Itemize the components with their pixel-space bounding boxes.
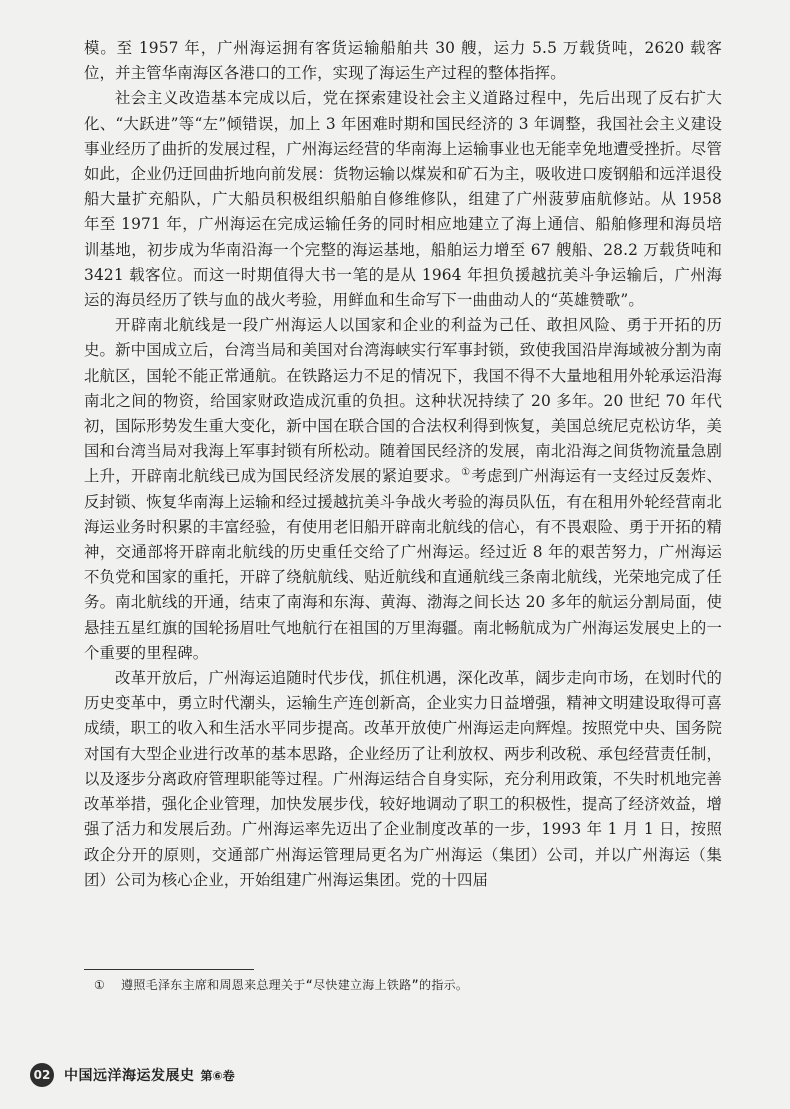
footnote-divider <box>84 969 254 970</box>
paragraph-3-part-a: 开辟南北航线是一段广州海运人以国家和企业的利益为己任、敢担风险、勇于开拓的历史。新中国成立后，台湾当局和美国对台湾海峡实行军事封锁，致使我国沿岸海域被分割为南北航区，国轮不能正常通航。在铁路运力不足的情况下，我国不得不大量地租用外轮承运沿海南北之间的物资，给国家财政造成沉重的负担。这种状况持续了 20 多年。20 世纪 70 年代初，国际形势发生重大变化，新中国在联合国的合法权利得到恢复，美国总统尼克松访华，美国和台湾当局对我海上军事封锁有所松动。随着国民经济的发展，南北沿海之间货物流量急剧上升，开辟南北航线已成为国民经济发展的紧迫要求。 <box>84 316 722 486</box>
paragraph-1: 模。至 1957 年，广州海运拥有客货运输船舶共 30 艘，运力 5.5 万载货吨，2620 载客位，并主管华南海区各港口的工作，实现了海运生产过程的整体指挥。 <box>84 39 722 83</box>
footnote-text: 遵照毛泽东主席和周恩来总理关于“尽快建立海上铁路”的指示。 <box>121 978 469 992</box>
volume-label: 第⑥卷 <box>200 1068 235 1083</box>
paragraph-4: 改革开放后，广州海运追随时代步伐，抓住机遇，深化改革，阔步走向市场，在划时代的历史变革中，勇立时代潮头，运输生产连创新高，企业实力日益增强，精神文明建设取得可喜成绩，职工的收入和生活水平同步提高。改革开放使广州海运走向辉煌。按照党中央、国务院对国有大型企业进行改革的基本思路，企业经历了让利放权、两步利改税、承包经营责任制，以及逐步分离政府管理职能等过程。广州海运结合自身实际，充分利用政策，不失时机地完善改革举措，强化企业管理，加快发展步伐，较好地调动了职工的积极性，提高了经济效益，增强了活力和发展后劲。广州海运率先迈出了企业制度改革的一步，1993 年 1 月 1 日，按照政企分开的原则，交通部广州海运管理局更名为广州海运（集团）公司，并以广州海运（集团）公司为核心企业，开始组建广州海运集团。党的十四届 <box>84 669 722 889</box>
book-title: 中国远洋海运发展史 <box>64 1068 195 1084</box>
paragraph-2: 社会主义改造基本完成以后，党在探索建设社会主义道路过程中，先后出现了反右扩大化、“大跃进”等“左”倾错误，加上 3 年困难时期和国民经济的 3 年调整，我国社会主义建设事业经历了曲折的发展过程，广州海运经营的华南海上运输事业也无能幸免地遭受挫折。尽管如此，企业仍迂回曲折地向前发展：货物运输以煤炭和矿石为主，吸收进口废钢船和远洋退役船大量扩充船队，广大船员积极组织船舶自修维修队，组建了广州菠萝庙航修站。从 1958 年至 1971 年，广州海运在完成运输任务的同时相应地建立了海上通信、船舶修理和海员培训基地，初步成为华南沿海一个完整的海运基地，船舶运力增至 67 艘船、28.2 万载货吨和 3421 载客位。而这一时期值得大书一笔的是从 1964 年担负援越抗美斗争运输后，广州海运的海员经历了铁与血的战火考验，用鲜血和生命写下一曲曲动人的“英雄赞歌”。 <box>84 89 722 310</box>
paragraph-3-part-b: 考虑到广州海运有一支经过反轰炸、反封锁、恢复华南海上运输和经过援越抗美斗争战火考验的海员队伍，有在租用外轮经营南北海运业务时积累的丰富经验，有使用老旧船开辟南北航线的信心，有不畏艰险、勇于开拓的精神，交通部将开辟南北航线的历史重任交给了广州海运。经过近 8 年的艰苦努力，广州海运不负党和国家的重托，开辟了绕航航线、贴近航线和直通航线三条南北航线，光荣地完成了任务。南北航线的开通，结束了南海和东海、黄海、渤海之间长达 20 多年的航运分割局面，使悬挂五星红旗的国轮扬眉吐气地航行在祖国的万里海疆。南北畅航成为广州海运发展史上的一个重要的里程碑。 <box>84 467 722 662</box>
page-number: 02 <box>30 1063 54 1087</box>
footnote <box>94 976 714 994</box>
body-text <box>84 36 722 893</box>
page-footer <box>30 1062 235 1088</box>
paragraph-3 <box>84 313 722 666</box>
footnote-reference[interactable]: ① <box>461 467 471 479</box>
footnote-marker: ① <box>94 978 106 992</box>
